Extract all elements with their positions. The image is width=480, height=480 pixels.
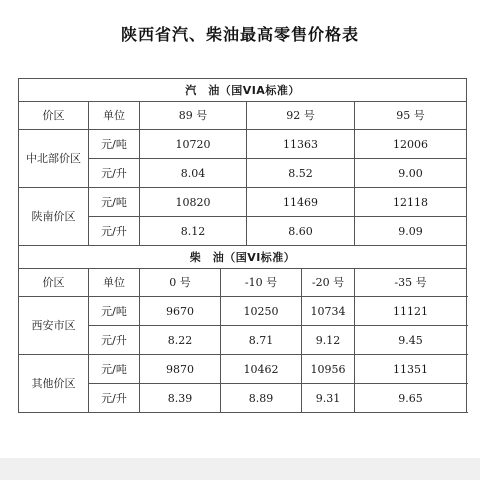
region-name: 中北部价区 [19, 130, 89, 188]
price-cell: 10734 [302, 297, 355, 326]
diesel-grade-minus10: -10 号 [221, 269, 302, 297]
table-row [19, 355, 467, 384]
price-cell: 10720 [140, 130, 247, 159]
price-cell: 8.22 [140, 326, 221, 355]
diesel-grade-0: 0 号 [140, 269, 221, 297]
unit-cell: 元/吨 [89, 297, 140, 326]
price-cell: 8.39 [140, 384, 221, 413]
price-cell: 9.45 [355, 326, 467, 355]
unit-cell: 元/吨 [89, 130, 140, 159]
gasoline-grade-95: 95 号 [355, 102, 467, 130]
price-cell: 9870 [140, 355, 221, 384]
price-cell: 10820 [140, 188, 247, 217]
price-cell: 9.65 [355, 384, 467, 413]
gasoline-header-row [19, 102, 467, 130]
diesel-col-region: 价区 [19, 269, 89, 297]
price-cell: 11363 [247, 130, 355, 159]
price-cell: 9.09 [355, 217, 467, 246]
price-cell: 9.31 [302, 384, 355, 413]
price-cell: 8.89 [221, 384, 302, 413]
price-cell: 10250 [221, 297, 302, 326]
gasoline-grade-89: 89 号 [140, 102, 247, 130]
table-row [19, 130, 467, 159]
region-name: 西安市区 [19, 297, 89, 355]
gasoline-grade-92: 92 号 [247, 102, 355, 130]
diesel-heading: 柴 油（国VI标准） [19, 246, 467, 269]
price-cell: 10956 [302, 355, 355, 384]
diesel-grade-minus20: -20 号 [302, 269, 355, 297]
unit-cell: 元/升 [89, 384, 140, 413]
bottom-band [0, 458, 480, 480]
price-cell: 8.60 [247, 217, 355, 246]
price-cell: 8.04 [140, 159, 247, 188]
price-cell: 11469 [247, 188, 355, 217]
price-cell: 8.12 [140, 217, 247, 246]
diesel-grade-minus35: -35 号 [355, 269, 467, 297]
page-title: 陕西省汽、柴油最高零售价格表 [120, 25, 359, 44]
diesel-header-row [19, 269, 467, 297]
gasoline-col-region: 价区 [19, 102, 89, 130]
price-cell: 9670 [140, 297, 221, 326]
diesel-col-unit: 单位 [89, 269, 140, 297]
price-cell: 8.71 [221, 326, 302, 355]
price-cell: 11121 [355, 297, 467, 326]
region-name: 其他价区 [19, 355, 89, 413]
unit-cell: 元/吨 [89, 355, 140, 384]
price-table [18, 78, 467, 413]
price-cell: 11351 [355, 355, 467, 384]
price-cell: 12006 [355, 130, 467, 159]
gasoline-col-unit: 单位 [89, 102, 140, 130]
table-row [19, 188, 467, 217]
unit-cell: 元/吨 [89, 188, 140, 217]
unit-cell: 元/升 [89, 217, 140, 246]
price-cell: 12118 [355, 188, 467, 217]
price-cell: 10462 [221, 355, 302, 384]
gasoline-heading: 汽 油（国VIA标准） [19, 79, 467, 102]
price-cell: 8.52 [247, 159, 355, 188]
price-cell: 9.12 [302, 326, 355, 355]
region-name: 陕南价区 [19, 188, 89, 246]
table-row [19, 297, 467, 326]
unit-cell: 元/升 [89, 326, 140, 355]
price-cell: 9.00 [355, 159, 467, 188]
unit-cell: 元/升 [89, 159, 140, 188]
